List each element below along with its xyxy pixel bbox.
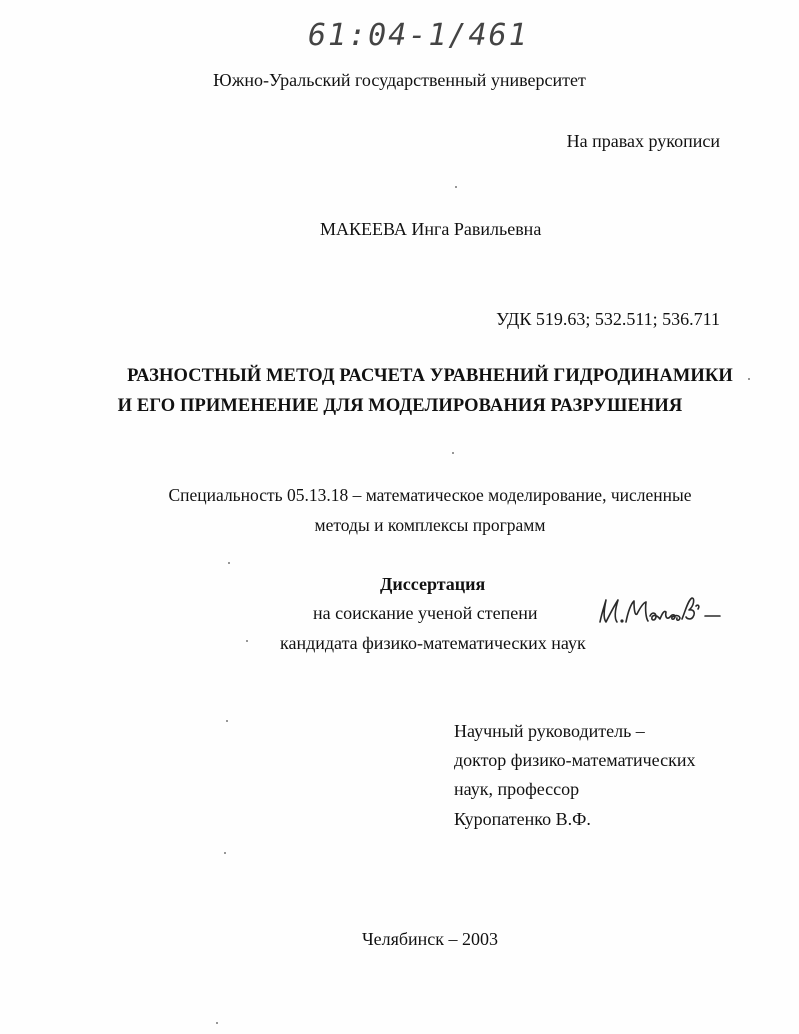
- specialty-line-1: Специальность 05.13.18 – математическое моделирование, численные: [168, 485, 692, 505]
- udk-code: УДК 519.63; 532.511; 536.711: [496, 309, 720, 329]
- scan-speck: [224, 852, 226, 854]
- thesis-title-line-2: И ЕГО ПРИМЕНЕНИЕ ДЛЯ МОДЕЛИРОВАНИЯ РАЗРУШЕНИЯ: [117, 396, 683, 416]
- scan-speck: [748, 378, 750, 380]
- author-name: МАКЕЕВА Инга Равильевна: [320, 219, 542, 239]
- scan-speck: [228, 562, 230, 564]
- specialty-line-2: методы и комплексы программ: [314, 515, 546, 535]
- thesis-title-line-1: РАЗНОСТНЫЙ МЕТОД РАСЧЕТА УРАВНЕНИЙ ГИДРОДИНАМИКИ: [127, 366, 733, 386]
- supervisor-line-4: Куропатенко В.Ф.: [454, 809, 591, 829]
- scan-speck: [455, 186, 457, 188]
- archive-stamp: 61:04-1/461: [308, 18, 529, 53]
- university-name: Южно-Уральский государственный университет: [213, 70, 586, 90]
- supervisor-line-2: доктор физико-математических: [454, 750, 696, 770]
- city-year: Челябинск – 2003: [361, 929, 499, 949]
- scan-speck: [216, 1022, 218, 1024]
- manuscript-rights-note: На правах рукописи: [566, 131, 720, 151]
- dissertation-heading: Диссертация: [380, 574, 486, 594]
- scan-speck: [226, 720, 228, 722]
- handwritten-signature: [592, 592, 724, 634]
- supervisor-line-3: наук, профессор: [454, 779, 580, 799]
- degree-line-1: на соискание ученой степени: [313, 603, 538, 623]
- degree-line-2: кандидата физико-математических наук: [280, 633, 586, 653]
- supervisor-line-1: Научный руководитель –: [454, 721, 645, 741]
- scan-speck: [452, 452, 454, 454]
- scan-speck: [246, 640, 248, 642]
